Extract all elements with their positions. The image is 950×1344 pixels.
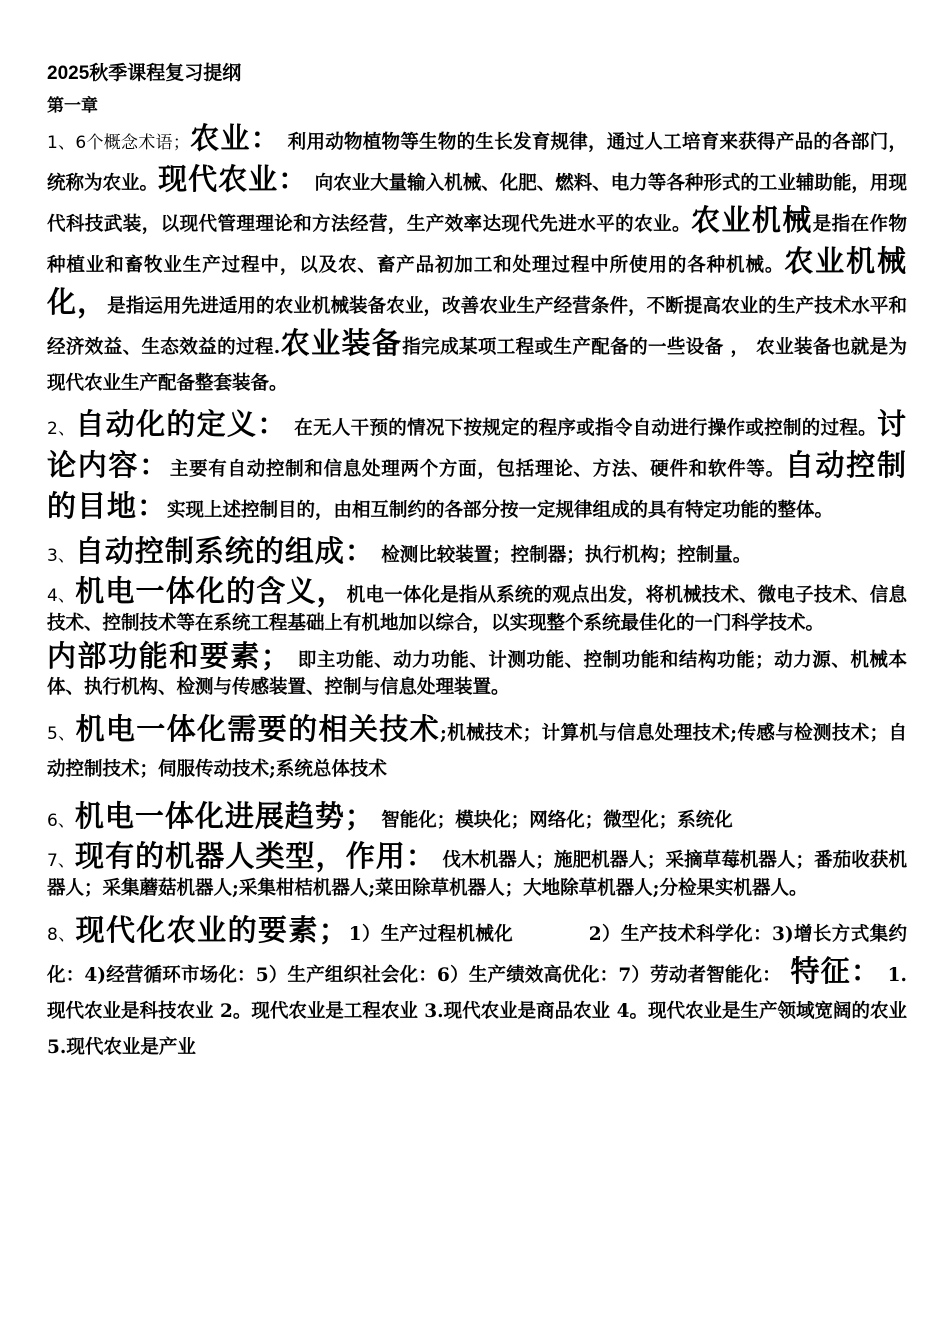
def-agri-machinery: 是指在作物种植业和畜牧业生产过程中，以及农、畜产品初加工和处理过程中所使用的各种机械。 — [47, 214, 907, 276]
doc-title: 2025秋季课程复习提纲 — [47, 63, 242, 84]
term-agriculture: 农业： — [189, 121, 281, 155]
section-8 — [47, 912, 907, 1066]
def-agriculture: 利用动物植物等生物的生长发育规律，通过人工培育来获得产品的各部门，统称为农业。 — [47, 132, 907, 194]
term-discussion: 讨论内容： — [47, 407, 907, 482]
def-modern-agriculture: 向农业大量输入机械、化肥、燃料、电力等各种形式的工业辅助能，用现代科技武装，以现代管理理论和方法经营，生产效率达现代先进水平的农业。 — [47, 173, 907, 235]
term-agri-equipment: 农业装备 — [280, 326, 403, 360]
section-4 — [47, 574, 907, 637]
section-4-number: 4、 — [47, 586, 76, 606]
def-modern-elements: 1）生产过程机械化 2）生产技术科学化：3)增长方式集约化：4)经营循环市场化：5）生产组织社会化：6）生产绩效高优化：7）劳动者智能化： — [47, 924, 907, 986]
def-control-system: 检测比较装置；控制器；执行机构；控制量。 — [381, 545, 752, 566]
section-7-number: 7、 — [47, 851, 75, 871]
term-features: 特征： — [790, 954, 882, 988]
def-agri-equipment: 指完成某项工程或生产配备的一些设备 ， 农业装备也就是为现代农业生产配备整套装备。 — [47, 337, 907, 394]
section-6 — [47, 798, 907, 839]
def-control-goal: 实现上述控制目的，由相互制约的各部分按一定规律组成的具有特定功能的整体。 — [167, 500, 834, 521]
term-agri-machinery: 农业机械 — [690, 203, 813, 237]
section-1-number: 1、6个概念术语； — [47, 133, 190, 153]
def-automation: 在无人干预的情况下按规定的程序或指令自动进行操作或控制的过程。 — [294, 418, 877, 439]
term-related-tech: 机电一体化需要的相关技术 — [75, 712, 441, 746]
term-internal-functions: 内部功能和要素； — [47, 639, 291, 673]
section-8-number: 8、 — [47, 925, 76, 945]
term-modern-agriculture: 现代农业： — [158, 162, 309, 196]
section-6-number: 6、 — [47, 811, 75, 831]
def-features: 1.现代农业是科技农业 2。现代农业是工程农业 3.现代农业是商品农业 4。现代农业是生产领域宽阔的农业 5.现代农业是产业 — [47, 965, 907, 1058]
document-page — [47, 58, 907, 1066]
term-control-system: 自动控制系统的组成： — [74, 534, 375, 568]
section-1 — [47, 120, 907, 402]
def-internal-functions: 即主功能、动力功能、计测功能、控制功能和结构功能；动力源、机械本体、执行机构、检测与传感装置、控制与信息处理装置。 — [47, 650, 907, 698]
def-related-tech: ;机械技术；计算机与信息处理技术;传感与检测技术；自动控制技术；伺服传动技术;系统总体技术 — [47, 723, 907, 780]
section-5-number: 5、 — [47, 724, 76, 744]
def-trends: 智能化；模块化；网络化；微型化；系统化 — [381, 810, 733, 831]
chapter-heading: 第一章 — [47, 96, 98, 116]
section-7 — [47, 839, 907, 902]
term-control-goal: 自动控制的目地： — [47, 448, 907, 523]
section-3-number: 3、 — [47, 546, 75, 566]
term-mechatronics: 机电一体化的含义， — [75, 574, 347, 608]
term-modern-elements: 现代化农业的要素； — [75, 913, 349, 947]
section-5 — [47, 711, 907, 788]
def-mechatronics: 机电一体化是指从系统的观点出发，将机械技术、微电子技术、信息技术、控制技术等在系统工程基础上有机地加以综合，以实现整个系统最佳化的一门科学技术。 — [47, 585, 907, 634]
term-agri-mechanization: 农业机械化， — [47, 244, 907, 319]
section-2 — [47, 406, 907, 529]
section-3 — [47, 533, 907, 574]
section-4b — [47, 639, 907, 701]
term-trends: 机电一体化进展趋势； — [74, 799, 375, 833]
def-robot-types: 伐木机器人；施肥机器人；采摘草莓机器人；番茄收获机器人；采集蘑菇机器人;采集柑桔机器人;菜田除草机器人；大地除草机器人;分检果实机器人。 — [47, 850, 907, 899]
term-automation: 自动化的定义： — [75, 407, 288, 441]
term-robot-types: 现有的机器人类型，作用： — [74, 839, 436, 873]
section-2-number: 2、 — [47, 419, 76, 439]
def-discussion: 主要有自动控制和信息处理两个方面，包括理论、方法、硬件和软件等。 — [169, 459, 785, 480]
def-agri-mechanization: 是指运用先进适用的农业机械装备农业，改善农业生产经营条件，不断提高农业的生产技术水平和经济效益、生态效益的过程. — [47, 296, 907, 358]
